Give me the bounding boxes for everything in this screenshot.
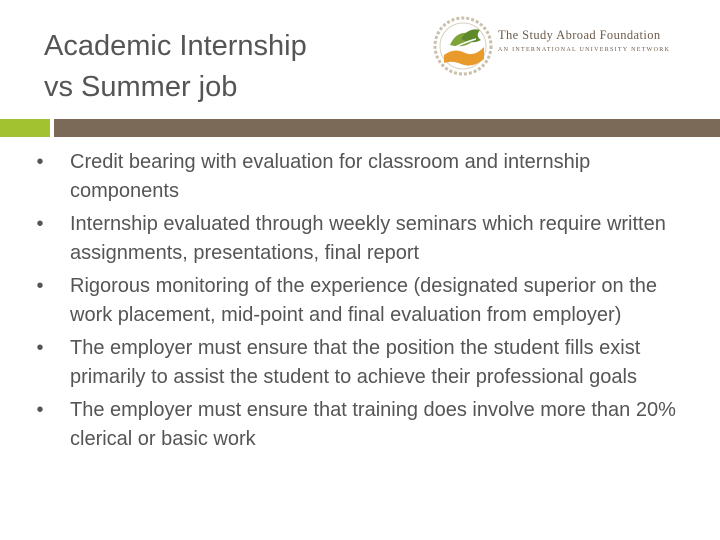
bullet-text: Credit bearing with evaluation for classroom and internship components — [70, 151, 591, 202]
bullet-text: The employer must ensure that the position the student fills exist primarily to assist the student to achieve their professional goals — [70, 337, 641, 388]
accent-bar-green — [0, 119, 50, 137]
bullet-icon: • — [36, 151, 44, 173]
bullet-icon: • — [36, 399, 44, 421]
list-item — [30, 396, 680, 454]
bullet-list — [30, 148, 680, 458]
bullet-icon: • — [36, 337, 44, 359]
foundation-logo — [430, 12, 710, 80]
title-line-1: Academic Internship — [44, 30, 307, 62]
list-item — [30, 272, 680, 330]
bullet-icon: • — [36, 275, 44, 297]
accent-bar-brown — [54, 119, 720, 137]
logo-emblem-icon — [432, 15, 494, 77]
logo-name: The Study Abroad Foundation — [498, 28, 661, 42]
list-item — [30, 334, 680, 392]
title-line-2: vs Summer job — [44, 71, 238, 103]
slide-title — [44, 26, 404, 108]
logo-tagline: AN INTERNATIONAL UNIVERSITY NETWORK — [498, 47, 671, 53]
list-item — [30, 148, 680, 206]
bullet-icon: • — [36, 213, 44, 235]
bullet-text: The employer must ensure that training does involve more than 20% clerical or basic work — [70, 399, 676, 450]
bullet-text: Internship evaluated through weekly seminars which require written assignments, presentations, final report — [70, 213, 666, 264]
bullet-text: Rigorous monitoring of the experience (designated superior on the work placement, mid-point and final evaluation from employer) — [70, 275, 658, 326]
list-item — [30, 210, 680, 268]
